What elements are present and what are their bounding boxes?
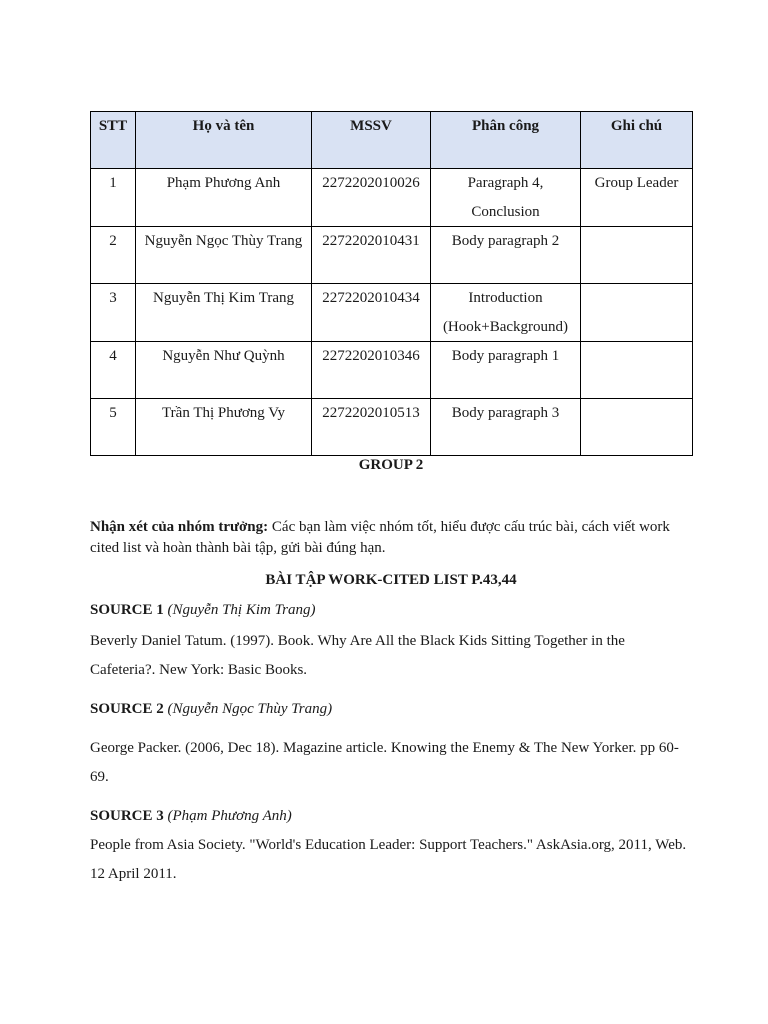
cell-mssv: 2272202010434 [312, 284, 431, 342]
cell-stt: 1 [91, 169, 136, 227]
cell-name: Nguyễn Thị Kim Trang [136, 284, 312, 342]
table-row [91, 399, 693, 456]
cell-stt: 5 [91, 399, 136, 456]
leader-note [90, 517, 692, 559]
cell-stt: 2 [91, 227, 136, 284]
cell-name: Trần Thị Phương Vy [136, 399, 312, 456]
header-mssv: MSSV [312, 112, 431, 169]
source-author: (Nguyễn Ngọc Thùy Trang) [167, 701, 333, 717]
source-citation: George Packer. (2006, Dec 18). Magazine article. Knowing the Enemy & The New Yorker. pp 60-69. [90, 740, 679, 785]
source-citation: People from Asia Society. "World's Education Leader: Support Teachers." AskAsia.org, 2011, Web. 12 April 2011. [90, 837, 687, 882]
header-name: Họ và tên [136, 112, 312, 169]
leader-note-text: Các bạn làm việc nhóm tốt, hiểu được cấu trúc bài, cách viết work cited list và hoàn thành bài tập, gửi bài đúng hạn. [90, 519, 670, 556]
source-label: SOURCE 2 [90, 701, 164, 717]
table-header-row [91, 112, 693, 169]
source-label: SOURCE 1 [90, 602, 164, 618]
table-row [91, 342, 693, 399]
header-stt: STT [91, 112, 136, 169]
cell-mssv: 2272202010431 [312, 227, 431, 284]
cell-task: Body paragraph 3 [431, 399, 581, 456]
cell-note: Group Leader [581, 169, 693, 227]
cell-name: Nguyễn Như Quỳnh [136, 342, 312, 399]
source-heading [90, 806, 692, 826]
cell-mssv: 2272202010513 [312, 399, 431, 456]
table-row [91, 169, 693, 227]
source-author: (Phạm Phương Anh) [167, 808, 292, 824]
cell-stt: 3 [91, 284, 136, 342]
source-heading [90, 699, 692, 719]
source-citation: Beverly Daniel Tatum. (1997). Book. Why Are All the Black Kids Sitting Together in the Cafeteria?. New York: Basic Books. [90, 633, 625, 678]
group-title: GROUP 2 [358, 457, 424, 473]
header-note: Ghi chú [581, 112, 693, 169]
group-members-table [90, 111, 693, 456]
cell-task: Introduction (Hook+Background) [431, 284, 581, 342]
exercise-title: BÀI TẬP WORK-CITED LIST P.43,44 [265, 572, 517, 588]
table-row [91, 227, 693, 284]
cell-task: Body paragraph 2 [431, 227, 581, 284]
source-heading [90, 600, 692, 620]
header-task: Phân công [431, 112, 581, 169]
cell-note [581, 227, 693, 284]
cell-name: Nguyễn Ngọc Thùy Trang [136, 227, 312, 284]
cell-name: Phạm Phương Anh [136, 169, 312, 227]
cell-note [581, 284, 693, 342]
source-author: (Nguyễn Thị Kim Trang) [167, 602, 316, 618]
cell-mssv: 2272202010346 [312, 342, 431, 399]
source-label: SOURCE 3 [90, 808, 164, 824]
leader-note-label: Nhận xét của nhóm trưởng: [90, 519, 269, 535]
cell-task: Body paragraph 1 [431, 342, 581, 399]
cell-note [581, 342, 693, 399]
cell-note [581, 399, 693, 456]
table-row [91, 284, 693, 342]
cell-stt: 4 [91, 342, 136, 399]
cell-mssv: 2272202010026 [312, 169, 431, 227]
cell-task: Paragraph 4, Conclusion [431, 169, 581, 227]
